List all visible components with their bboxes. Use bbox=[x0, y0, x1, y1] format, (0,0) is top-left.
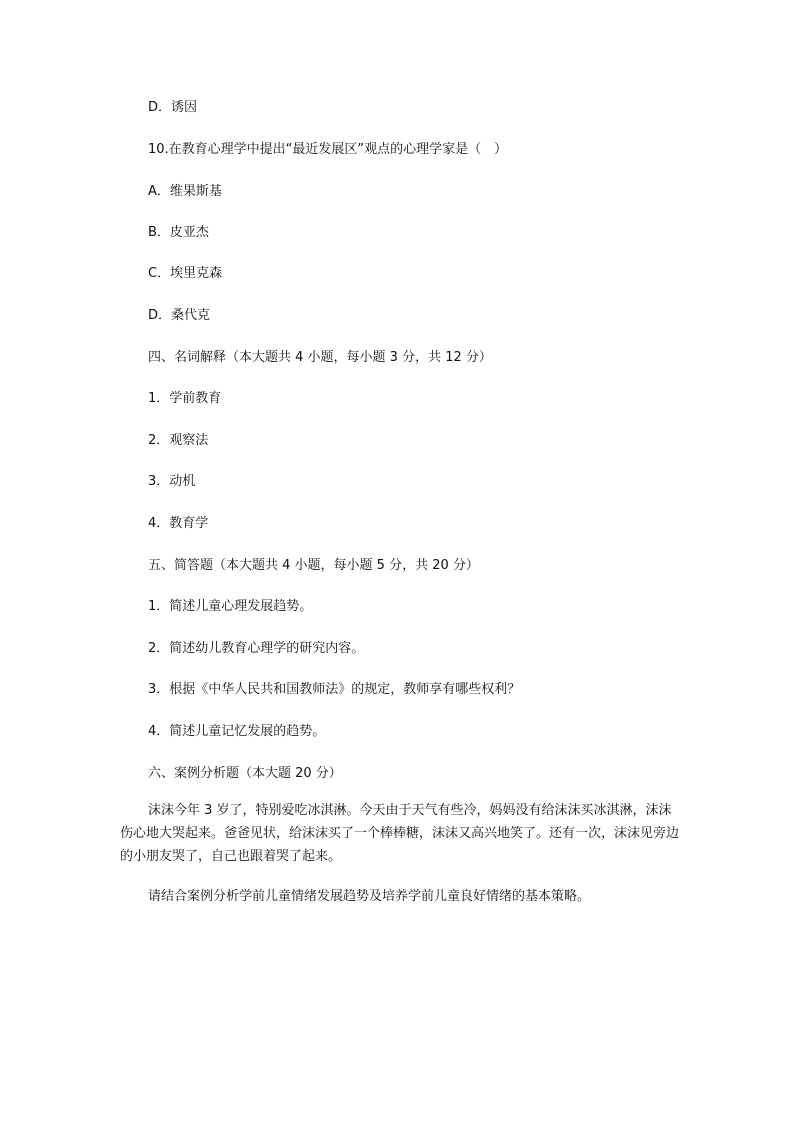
q10-question: 10.在教育心理学中提出“最近发展区”观点的心理学家是（ ） bbox=[148, 142, 508, 157]
section6-title: 六、案例分析题（本大题 20 分） bbox=[148, 766, 342, 781]
q10-option-b: B．皮亚杰 bbox=[148, 225, 209, 240]
q10-option-c: C．埃里克森 bbox=[148, 266, 223, 281]
q10-option-a: A．维果斯基 bbox=[148, 184, 222, 199]
case-paragraph: 沫沫今年 3 岁了，特别爱吃冰淇淋。今天由于天气有些冷，妈妈没有给沫沫买冰淇淋，沫沫伤心地大哭起来。爸爸见状，给沫沫买了一个棒棒糖，沫沫又高兴地笑了。还有一次，沫沫见旁边的小朋友哭了，自己也跟着哭了起来。 bbox=[120, 803, 680, 864]
section5-item-3: 3．根据《中华人民共和国教师法》的规定，教师享有哪些权利？ bbox=[148, 682, 521, 697]
section5-item-1: 1．简述儿童心理发展趋势。 bbox=[148, 599, 313, 614]
q9-option-d: D．诱因 bbox=[148, 100, 198, 115]
case-prompt: 请结合案例分析学前儿童情绪发展趋势及培养学前儿童良好情绪的基本策略。 bbox=[148, 889, 591, 904]
section5-title: 五、简答题（本大题共 4 小题，每小题 5 分，共 20 分） bbox=[148, 558, 479, 573]
section4-item-3: 3．动机 bbox=[148, 474, 196, 489]
section5-item-4: 4．简述儿童记忆发展的趋势。 bbox=[148, 724, 326, 739]
section4-item-4: 4．教育学 bbox=[148, 516, 209, 531]
section4-title: 四、名词解释（本大题共 4 小题，每小题 3 分，共 12 分） bbox=[148, 350, 492, 365]
section4-item-2: 2．观察法 bbox=[148, 433, 209, 448]
q10-option-d: D．桑代克 bbox=[148, 308, 211, 323]
section4-item-1: 1．学前教育 bbox=[148, 391, 222, 406]
section5-item-2: 2．简述幼儿教育心理学的研究内容。 bbox=[148, 641, 365, 656]
